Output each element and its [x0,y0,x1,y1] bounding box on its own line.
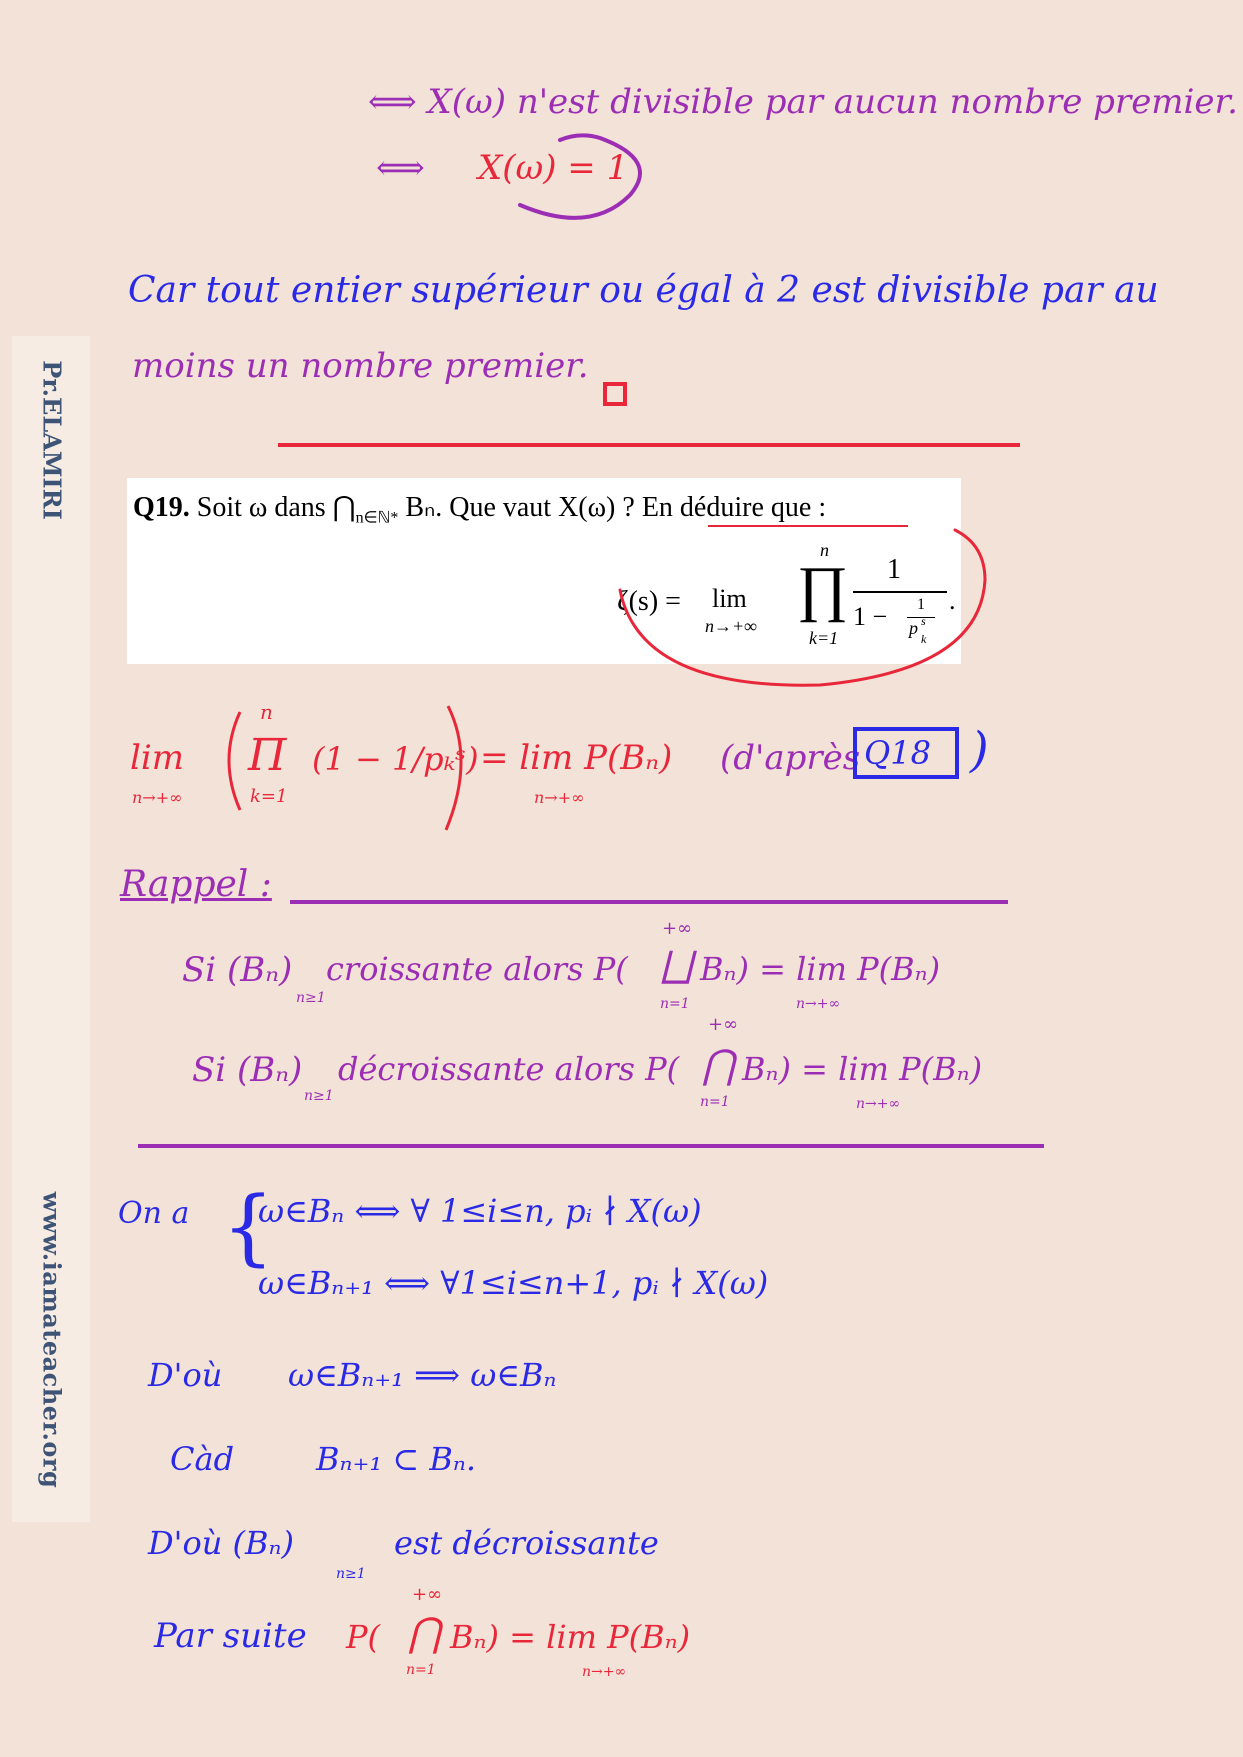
formula-lim: lim [712,584,747,613]
rappel-rule1-union-top: +∞ [662,918,693,939]
rappel-rule2-b: décroissante alors P( [338,1050,680,1088]
formula-inner-den: p [909,618,918,638]
question-text-before: Soit ω dans ⋂ [196,492,356,523]
circle-around-x-equals-one [520,135,640,217]
question-text-deduce: En déduire que [641,492,812,523]
rappel-rule1-union: ⨆ [660,944,692,990]
hand-line-moins: moins un nombre premier. [132,346,589,386]
rappel-rule1-b: croissante alors P( [326,950,628,988]
proof-dou-2-sub: n≥1 [336,1566,366,1582]
proof-dou-1: D'où [148,1356,223,1394]
proof-dou-2: D'où (Bₙ) [148,1524,294,1562]
rappel-rule1-union-bottom: n=1 [660,996,690,1012]
lim-prod-symbol: Π [248,730,287,781]
right-bracket-product [446,706,461,830]
rappel-rule1-a: Si (Bₙ) [182,950,293,990]
website-watermark: www.iamateacher.org [37,1191,67,1489]
proof-on-a: On a [118,1196,190,1231]
hand-line-divisible: ⟺ X(ω) n'est divisible par aucun nombre premier. [368,82,1238,122]
lim-prod-bottom: k=1 [250,786,288,807]
lim-sub: n→+∞ [132,788,183,807]
rappel-rule2-inter-top: +∞ [708,1014,739,1035]
question-number: Q19. [133,492,190,523]
formula-inner-sup: s [921,614,926,628]
rappel-rule1-sub: n≥1 [296,990,326,1006]
question-text-mid: Bₙ. Que vaut X(ω) ? [398,492,642,523]
rappel-rule2-a: Si (Bₙ) [192,1050,303,1090]
rappel-rule2-lim-sub: n→+∞ [856,1096,901,1112]
formula-inner-num: 1 [917,596,925,613]
lim-factor: (1 − 1/pₖˢ) [312,740,479,778]
rappel-heading: Rappel : [120,864,272,905]
left-bracket-product [229,712,240,810]
formula-prod-top: n [820,540,829,560]
hand-line-car: Car tout entier supérieur ou égal à 2 est divisible par au [128,270,1159,311]
final-inter-top: +∞ [412,1584,443,1605]
formula-inner-sub: k [921,632,927,646]
ref-close-paren: ) [970,722,989,778]
author-watermark: Pr.ELAMIRI [37,360,67,520]
formula-lhs: ζ(s) = [617,586,681,617]
ref-dapres: (d'après [720,738,861,778]
proof-implication: ω∈Bₙ₊₁ ⟹ ω∈Bₙ [288,1356,557,1394]
rappel-rule2-sub: n≥1 [304,1088,334,1104]
proof-decroissante: est décroissante [394,1524,659,1562]
formula-trailing: . [949,586,956,615]
formula-lim-sub: n→+∞ [705,616,757,636]
lim-prod-top: n [260,700,273,724]
formula-denominator: 1 − [853,602,888,631]
proof-cad: Càd [170,1440,235,1478]
hand-equiv-symbol: ⟺ [376,148,425,188]
rappel-rule2-c: Bₙ) = lim P(Bₙ) [742,1050,983,1088]
proof-system-brace: { [222,1180,275,1275]
lim-equals: = lim P(Bₙ) [480,738,673,778]
formula-prod-symbol: ∏ [797,555,849,623]
final-equality: Bₙ) = lim P(Bₙ) [450,1618,691,1656]
q18-label: Q18 [864,734,931,772]
final-lim-sub: n→+∞ [582,1664,627,1680]
lim-rhs-sub: n→+∞ [534,788,585,807]
question-text-sub: n∈ℕ* [355,509,399,527]
final-inter-bottom: n=1 [406,1662,436,1678]
rappel-rule1-c: Bₙ) = lim P(Bₙ) [700,950,941,988]
hand-x-equals-one: X(ω) = 1 [478,148,629,188]
proof-par-suite: Par suite [154,1616,307,1656]
proof-system-line2: ω∈Bₙ₊₁ ⟺ ∀1≤i≤n+1, pᵢ ∤ X(ω) [258,1264,769,1302]
rappel-rule2-inter-bottom: n=1 [700,1094,730,1110]
proof-inclusion: Bₙ₊₁ ⊂ Bₙ. [316,1440,477,1478]
formula-numerator: 1 [887,554,901,585]
final-inter: ⋂ [408,1610,441,1656]
ellipse-around-formula [620,530,985,685]
proof-system-line1: ω∈Bₙ ⟺ ∀ 1≤i≤n, pᵢ ∤ X(ω) [258,1192,702,1230]
question-text-after: : [811,492,827,523]
lim-word: lim [130,738,184,778]
formula-prod-bottom: k=1 [809,628,839,648]
rappel-rule2-inter: ⋂ [702,1042,735,1088]
final-p-open: P( [346,1618,381,1656]
rappel-rule1-lim-sub: n→+∞ [796,996,841,1012]
